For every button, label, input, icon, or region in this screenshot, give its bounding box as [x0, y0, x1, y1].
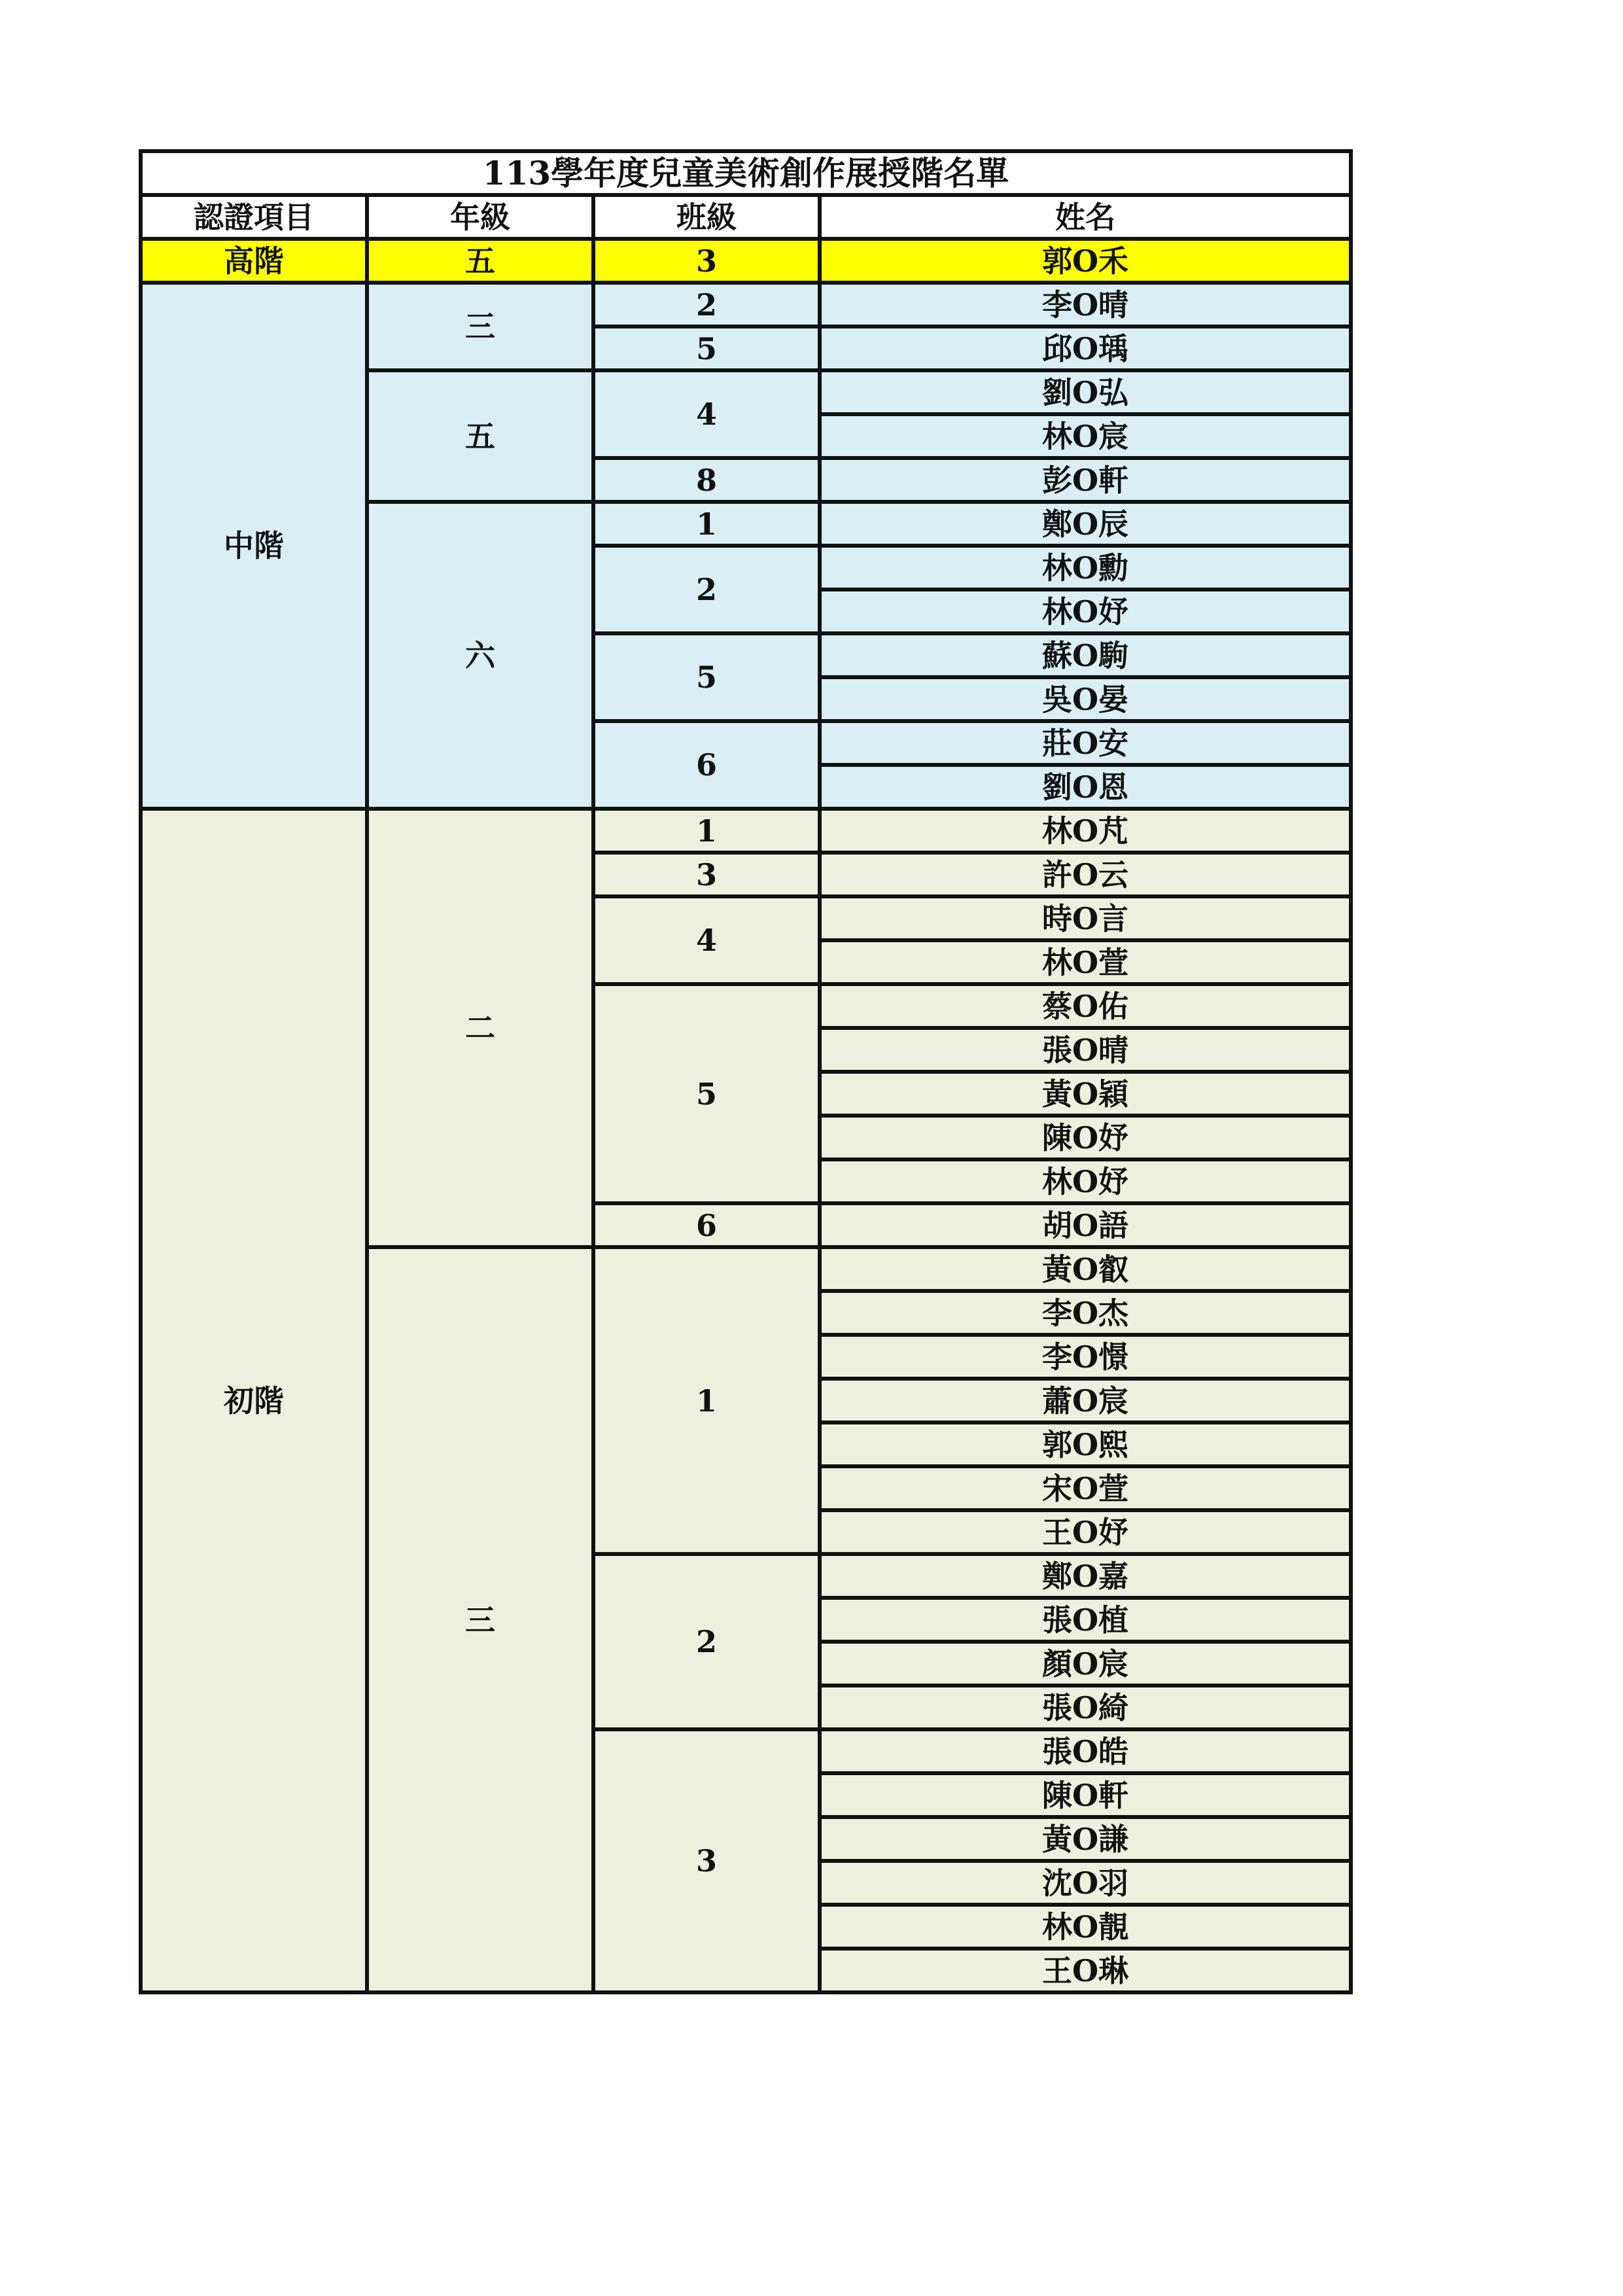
class-cell: 3	[593, 853, 820, 896]
student-name-cell: 鄭O辰	[820, 502, 1351, 546]
header-row	[141, 195, 1351, 239]
student-name-cell: 許O云	[820, 853, 1351, 896]
class-cell: 5	[593, 984, 820, 1203]
title-row	[141, 151, 1351, 195]
class-cell: 6	[593, 1203, 820, 1247]
class-cell: 5	[593, 633, 820, 721]
student-name-cell: 陳O軒	[820, 1773, 1351, 1817]
class-cell: 2	[593, 1554, 820, 1729]
student-name-cell: 蘇O駒	[820, 633, 1351, 677]
student-name-cell: 劉O弘	[820, 370, 1351, 414]
student-name-cell: 張O皓	[820, 1729, 1351, 1773]
student-name-cell: 林O靚	[820, 1905, 1351, 1949]
level-cell: 中階	[141, 283, 367, 809]
grade-cell: 五	[367, 239, 593, 283]
class-cell: 1	[593, 809, 820, 853]
student-name-cell: 黃O叡	[820, 1247, 1351, 1291]
student-name-cell: 張O晴	[820, 1028, 1351, 1072]
grade-cell: 三	[367, 1247, 593, 1992]
student-name-cell: 李O杰	[820, 1291, 1351, 1335]
table-row	[141, 809, 1351, 853]
student-name-cell: 吳O晏	[820, 677, 1351, 721]
class-cell: 2	[593, 546, 820, 633]
student-name-cell: 李O晴	[820, 283, 1351, 327]
table-body	[141, 239, 1351, 1992]
class-cell: 1	[593, 1247, 820, 1554]
grade-cell: 三	[367, 283, 593, 370]
student-name-cell: 蔡O佑	[820, 984, 1351, 1028]
header-level: 認證項目	[141, 195, 367, 239]
class-cell: 8	[593, 458, 820, 502]
student-name-cell: 張O綺	[820, 1686, 1351, 1729]
class-cell: 4	[593, 370, 820, 458]
student-name-cell: 林O妤	[820, 590, 1351, 633]
student-name-cell: 鄭O嘉	[820, 1554, 1351, 1598]
student-name-cell: 黃O穎	[820, 1072, 1351, 1116]
student-name-cell: 邱O瑀	[820, 327, 1351, 370]
student-name-cell: 時O言	[820, 896, 1351, 940]
class-cell: 5	[593, 327, 820, 370]
student-name-cell: 宋O萱	[820, 1466, 1351, 1510]
student-name-cell: 沈O羽	[820, 1861, 1351, 1905]
student-name-cell: 王O妤	[820, 1510, 1351, 1554]
table-title: 113學年度兒童美術創作展授階名單	[141, 151, 1351, 195]
header-grade: 年級	[367, 195, 593, 239]
header-class: 班級	[593, 195, 820, 239]
grade-cell: 五	[367, 370, 593, 502]
student-name-cell: 彭O軒	[820, 458, 1351, 502]
table-row	[141, 239, 1351, 283]
student-name-cell: 林O宸	[820, 414, 1351, 458]
table-row	[141, 283, 1351, 327]
student-name-cell: 郭O禾	[820, 239, 1351, 283]
student-name-cell: 林O勳	[820, 546, 1351, 590]
student-name-cell: 胡O語	[820, 1203, 1351, 1247]
student-name-cell: 林O妤	[820, 1159, 1351, 1203]
class-cell: 1	[593, 502, 820, 546]
student-name-cell: 劉O恩	[820, 765, 1351, 809]
student-name-cell: 莊O安	[820, 721, 1351, 765]
student-name-cell: 蕭O宸	[820, 1379, 1351, 1422]
level-cell: 初階	[141, 809, 367, 1992]
student-name-cell: 林O萱	[820, 940, 1351, 984]
header-name: 姓名	[820, 195, 1351, 239]
student-name-cell: 顏O宸	[820, 1642, 1351, 1686]
grade-cell: 二	[367, 809, 593, 1247]
student-name-cell: 黃O謙	[820, 1817, 1351, 1861]
class-cell: 3	[593, 1729, 820, 1992]
student-name-cell: 林O芃	[820, 809, 1351, 853]
student-name-cell: 陳O妤	[820, 1116, 1351, 1159]
class-cell: 2	[593, 283, 820, 327]
award-list-table	[139, 149, 1353, 1994]
student-name-cell: 王O琳	[820, 1949, 1351, 1992]
class-cell: 3	[593, 239, 820, 283]
student-name-cell: 李O憬	[820, 1335, 1351, 1379]
grade-cell: 六	[367, 502, 593, 809]
student-name-cell: 張O植	[820, 1598, 1351, 1642]
class-cell: 4	[593, 896, 820, 984]
level-cell: 高階	[141, 239, 367, 283]
class-cell: 6	[593, 721, 820, 809]
student-name-cell: 郭O熙	[820, 1422, 1351, 1466]
